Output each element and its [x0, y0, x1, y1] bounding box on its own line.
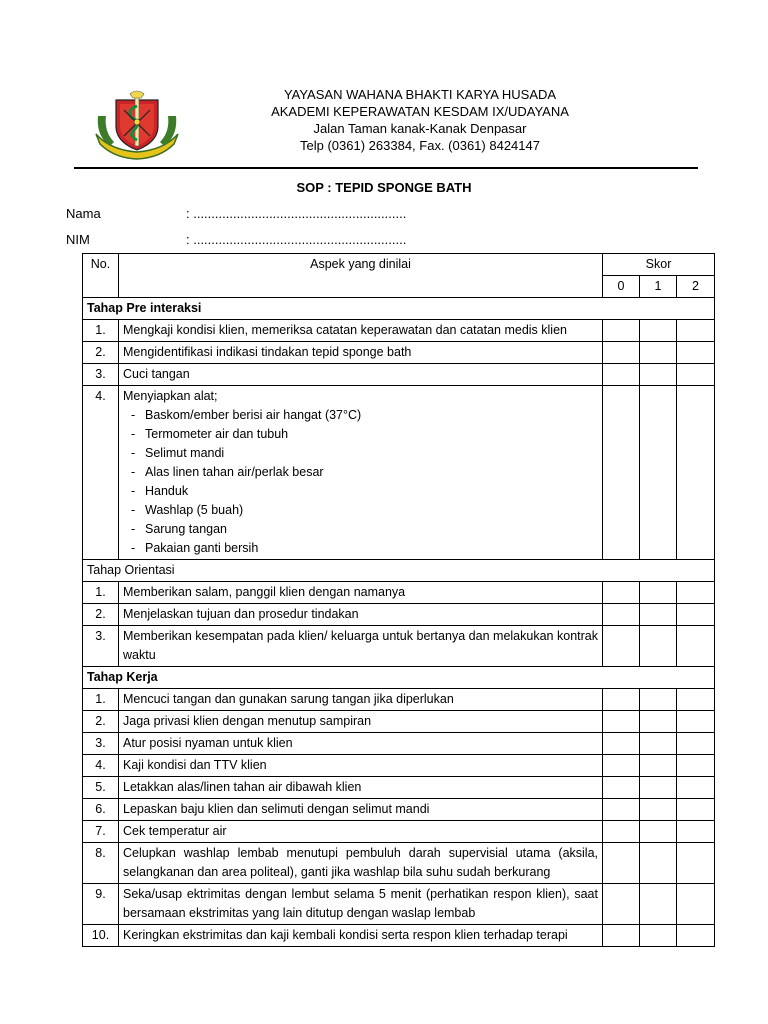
table-row — [83, 386, 715, 560]
table-row — [83, 733, 715, 755]
score-cell-2[interactable] — [677, 626, 715, 667]
address: Jalan Taman kanak-Kanak Denpasar — [313, 121, 527, 136]
academy-logo — [90, 86, 184, 162]
table-row — [83, 582, 715, 604]
score-cell-1[interactable] — [640, 733, 677, 755]
letterhead — [240, 86, 600, 154]
letterhead-divider — [74, 167, 698, 169]
score-cell-1[interactable] — [640, 777, 677, 799]
row-aspect: Jaga privasi klien dengan menutup sampiran — [119, 711, 603, 733]
tools-list — [123, 406, 598, 558]
score-cell-1[interactable] — [640, 711, 677, 733]
list-item: - Selimut mandi — [131, 446, 225, 460]
name-label: Nama — [66, 206, 101, 221]
score-cell-1[interactable] — [640, 884, 677, 925]
score-2: 2 — [677, 276, 715, 298]
row-aspect: Cek temperatur air — [119, 821, 603, 843]
table-row — [83, 755, 715, 777]
nim-label: NIM — [66, 232, 90, 247]
table-row — [83, 843, 715, 884]
score-cell-1[interactable] — [640, 386, 677, 560]
score-cell-0[interactable] — [603, 884, 640, 925]
row-number: 4. — [83, 755, 119, 777]
assessment-table — [82, 253, 715, 947]
list-item: - Pakaian ganti bersih — [131, 541, 259, 555]
name-field[interactable] — [66, 206, 406, 221]
row-number: 6. — [83, 799, 119, 821]
score-cell-0[interactable] — [603, 733, 640, 755]
header-no: No. — [83, 254, 119, 298]
score-cell-2[interactable] — [677, 843, 715, 884]
list-item: - Termometer air dan tubuh — [131, 427, 289, 441]
score-cell-0[interactable] — [603, 582, 640, 604]
row-number: 3. — [83, 364, 119, 386]
list-item: - Alas linen tahan air/perlak besar — [131, 465, 324, 479]
score-cell-0[interactable] — [603, 821, 640, 843]
score-cell-2[interactable] — [677, 755, 715, 777]
row-aspect: Atur posisi nyaman untuk klien — [119, 733, 603, 755]
row-number: 1. — [83, 582, 119, 604]
score-cell-1[interactable] — [640, 925, 677, 947]
row-aspect: Cuci tangan — [119, 364, 603, 386]
table-header — [83, 254, 715, 276]
nim-value[interactable]: : ........................................................... — [186, 232, 407, 247]
nim-field[interactable] — [66, 232, 406, 247]
document-title: SOP : TEPID SPONGE BATH — [296, 180, 472, 195]
section-title: Tahap Kerja — [83, 667, 715, 689]
score-cell-0[interactable] — [603, 364, 640, 386]
score-cell-1[interactable] — [640, 689, 677, 711]
score-cell-1[interactable] — [640, 364, 677, 386]
header-aspect: Aspek yang dinilai — [119, 254, 603, 298]
row-number: 1. — [83, 689, 119, 711]
row-number: 4. — [83, 386, 119, 560]
section-title: Tahap Orientasi — [83, 560, 715, 582]
section-title: Tahap Pre interaksi — [83, 298, 715, 320]
row-aspect: Memberikan salam, panggil klien dengan namanya — [119, 582, 603, 604]
foundation-name: YAYASAN WAHANA BHAKTI KARYA HUSADA — [283, 87, 557, 102]
row-number: 9. — [83, 884, 119, 925]
table-row — [83, 604, 715, 626]
table-row — [83, 626, 715, 667]
score-cell-0[interactable] — [603, 925, 640, 947]
section-row — [83, 667, 715, 689]
score-cell-0[interactable] — [603, 320, 640, 342]
score-cell-0[interactable] — [603, 342, 640, 364]
academy-name: AKADEMI KEPERAWATAN KESDAM IX/UDAYANA — [271, 104, 569, 119]
row-number: 2. — [83, 711, 119, 733]
score-cell-1[interactable] — [640, 843, 677, 884]
section-row — [83, 298, 715, 320]
score-cell-2[interactable] — [677, 320, 715, 342]
row-number: 7. — [83, 821, 119, 843]
score-cell-2[interactable] — [677, 386, 715, 560]
score-cell-1[interactable] — [640, 342, 677, 364]
contact-numbers: Telp (0361) 263384, Fax. (0361) 8424147 — [300, 138, 540, 153]
score-cell-1[interactable] — [640, 320, 677, 342]
score-cell-0[interactable] — [603, 799, 640, 821]
score-cell-1[interactable] — [640, 582, 677, 604]
list-item: - Washlap (5 buah) — [131, 503, 244, 517]
score-cell-2[interactable] — [677, 604, 715, 626]
row-aspect: Mengkaji kondisi klien, memeriksa catatan keperawatan dan catatan medis klien — [119, 320, 603, 342]
table-row — [83, 342, 715, 364]
row-aspect: Mengidentifikasi indikasi tindakan tepid sponge bath — [119, 342, 603, 364]
table-row — [83, 364, 715, 386]
row-aspect: Menjelaskan tujuan dan prosedur tindakan — [119, 604, 603, 626]
score-cell-2[interactable] — [677, 799, 715, 821]
table-row — [83, 711, 715, 733]
row-number: 1. — [83, 320, 119, 342]
score-cell-1[interactable] — [640, 604, 677, 626]
score-cell-0[interactable] — [603, 386, 640, 560]
name-value[interactable]: : ........................................................... — [186, 206, 407, 221]
row-aspect — [119, 386, 603, 560]
table-row — [83, 884, 715, 925]
row-aspect: Keringkan ekstrimitas dan kaji kembali kondisi serta respon klien terhadap terapi — [119, 925, 603, 947]
score-cell-2[interactable] — [677, 711, 715, 733]
row-aspect: Mencuci tangan dan gunakan sarung tangan jika diperlukan — [119, 689, 603, 711]
score-cell-2[interactable] — [677, 777, 715, 799]
row-aspect: Celupkan washlap lembab menutupi pembuluh darah supervisial utama (aksila, selangkanan dan area politeal), ganti jika washlap bila suhu sudah berkurang — [119, 843, 603, 884]
score-cell-2[interactable] — [677, 925, 715, 947]
row-number: 3. — [83, 626, 119, 667]
score-cell-2[interactable] — [677, 582, 715, 604]
score-cell-2[interactable] — [677, 364, 715, 386]
score-cell-1[interactable] — [640, 821, 677, 843]
row-number: 2. — [83, 604, 119, 626]
table-row — [83, 689, 715, 711]
score-cell-1[interactable] — [640, 799, 677, 821]
score-cell-2[interactable] — [677, 689, 715, 711]
score-cell-2[interactable] — [677, 342, 715, 364]
score-cell-2[interactable] — [677, 884, 715, 925]
section-row — [83, 560, 715, 582]
score-cell-0[interactable] — [603, 777, 640, 799]
table-row — [83, 777, 715, 799]
score-cell-0[interactable] — [603, 689, 640, 711]
row-number: 5. — [83, 777, 119, 799]
score-cell-2[interactable] — [677, 821, 715, 843]
row-aspect: Letakkan alas/linen tahan air dibawah klien — [119, 777, 603, 799]
header-score: Skor — [603, 254, 715, 276]
list-item: - Handuk — [131, 484, 189, 498]
row-number: 3. — [83, 733, 119, 755]
score-cell-0[interactable] — [603, 711, 640, 733]
score-cell-0[interactable] — [603, 843, 640, 884]
table-row — [83, 925, 715, 947]
list-item: - Sarung tangan — [131, 522, 228, 536]
row-aspect: Kaji kondisi dan TTV klien — [119, 755, 603, 777]
score-cell-2[interactable] — [677, 733, 715, 755]
table-row — [83, 821, 715, 843]
score-cell-1[interactable] — [640, 755, 677, 777]
row-number: 8. — [83, 843, 119, 884]
score-1: 1 — [640, 276, 677, 298]
row-number: 2. — [83, 342, 119, 364]
list-item: - Baskom/ember berisi air hangat (37°C) — [131, 408, 362, 422]
tools-intro: Menyiapkan alat; — [123, 389, 218, 403]
row-aspect: Memberikan kesempatan pada klien/ keluarga untuk bertanya dan melakukan kontrak waktu — [119, 626, 603, 667]
score-cell-0[interactable] — [603, 755, 640, 777]
table-row — [83, 799, 715, 821]
score-cell-1[interactable] — [640, 626, 677, 667]
table-row — [83, 320, 715, 342]
row-number: 10. — [83, 925, 119, 947]
row-aspect: Seka/usap ektrimitas dengan lembut selama 5 menit (perhatikan respon klien), saat bersamaan ekstrimitas yang lain ditutup dengan waslap lembab — [119, 884, 603, 925]
row-aspect: Lepaskan baju klien dan selimuti dengan selimut mandi — [119, 799, 603, 821]
score-cell-0[interactable] — [603, 604, 640, 626]
score-cell-0[interactable] — [603, 626, 640, 667]
score-0: 0 — [603, 276, 640, 298]
